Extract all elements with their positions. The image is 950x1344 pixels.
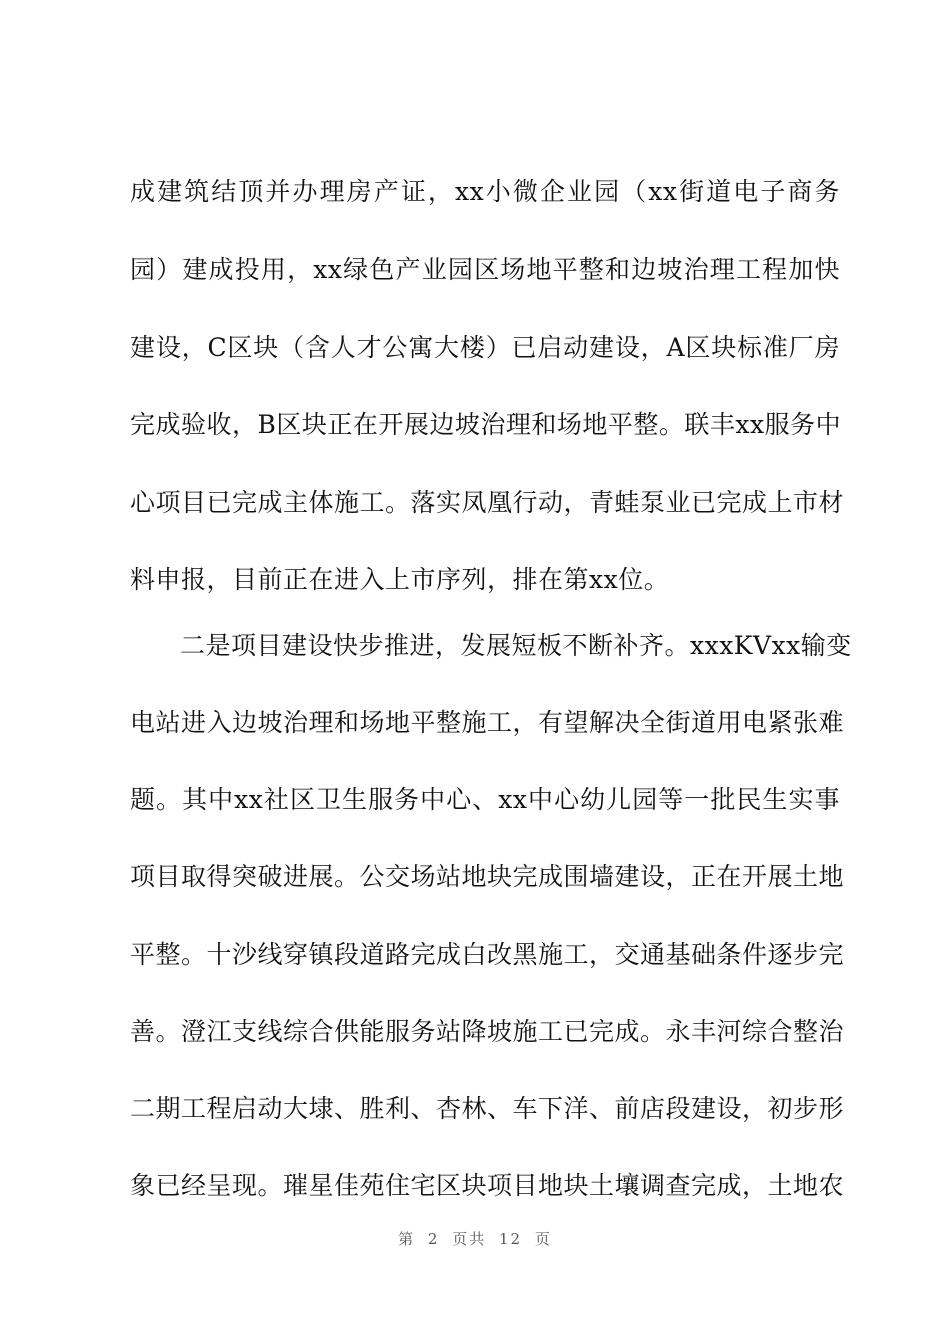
paragraph-first-line: 二是项目建设快步推进，发展短板不断补齐。xxxKVxx输变 [180,631,852,660]
text-line: 心项目已完成主体施工。落实凤凰行动，青蛙泵业已完成上市材 [130,488,845,517]
text-line: 平整。十沙线穿镇段道路完成白改黑施工，交通基础条件逐步完 [130,940,845,969]
text-line: 善。澄江支线综合供能服务站降坡施工已完成。永丰河综合整治 [130,1017,845,1046]
text-line: 电站进入边坡治理和场地平整施工，有望解决全街道用电紧张难 [130,708,845,737]
text-line: 建设，C区块（含人才公寓大楼）已启动建设，A区块标准厂房 [130,333,840,362]
text-line: 二期工程启动大埭、胜利、杏林、车下洋、前店段建设，初步形 [130,1094,845,1123]
text-line: 题。其中xx社区卫生服务中心、xx中心幼儿园等一批民生实事 [130,785,840,814]
text-line: 象已经呈现。璀星佳苑住宅区块项目地块土壤调查完成，土地农 [130,1171,845,1200]
text-line: 完成验收，B区块正在开展边坡治理和场地平整。联丰xx服务中 [130,410,842,439]
text-line: 成建筑结顶并办理房产证，xx小微企业园（xx街道电子商务 [130,177,840,206]
text-line: 料申报，目前正在进入上市序列，排在第xx位。 [130,565,670,594]
page-number-footer: 第 2 页共 12 页 [398,1230,552,1248]
text-line: 项目取得突破进展。公交场站地块完成围墙建设，正在开展土地 [130,862,845,891]
text-line: 园）建成投用，xx绿色产业园区场地平整和边坡治理工程加快 [130,255,840,284]
